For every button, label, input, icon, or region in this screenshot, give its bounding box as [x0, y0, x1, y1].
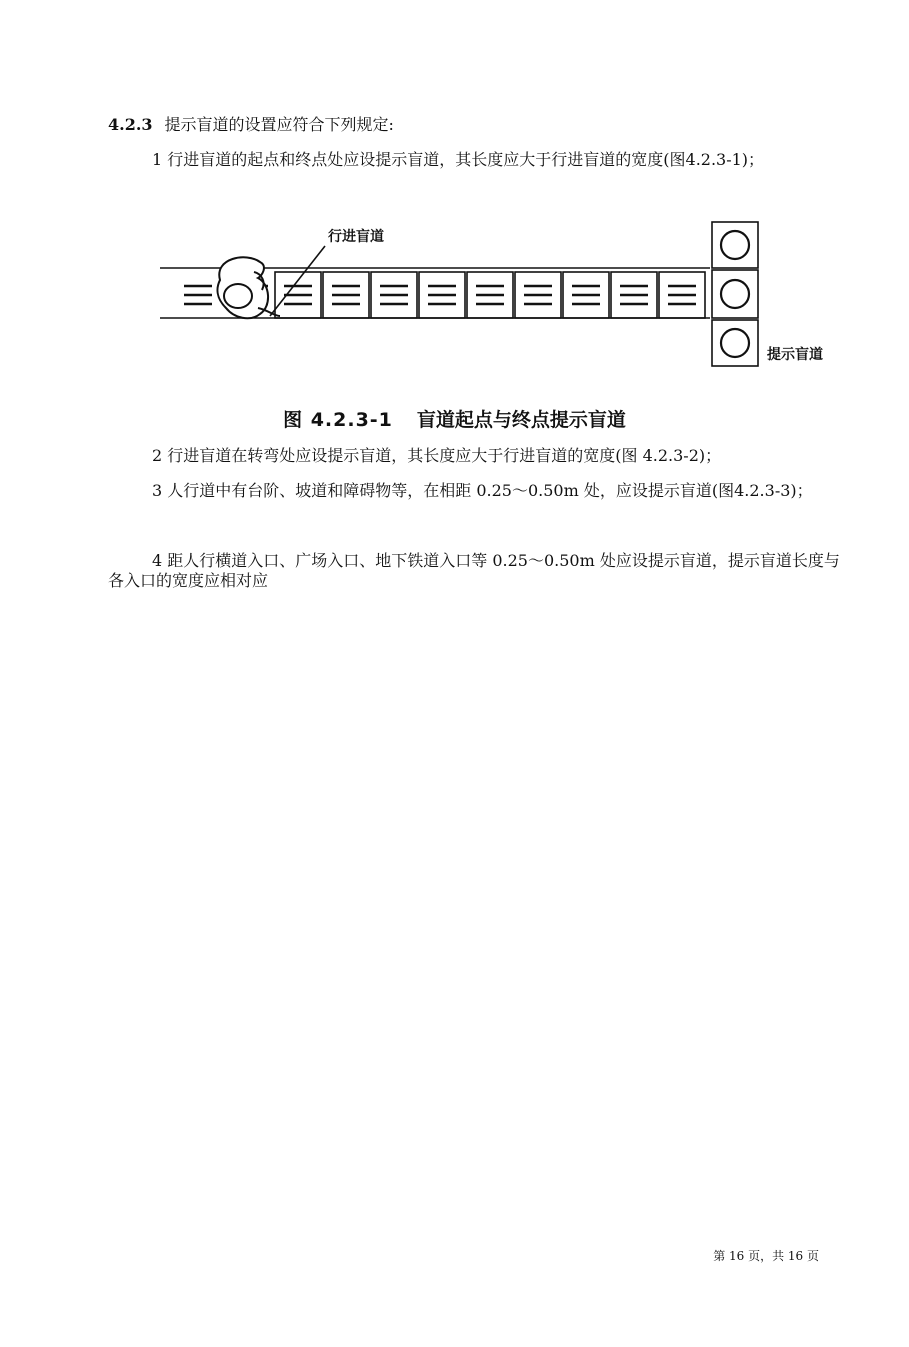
cane-pointer [270, 246, 325, 316]
label-warning-paving: 提示盲道 [767, 347, 823, 363]
item-2: 2 行进盲道在转弯处应设提示盲道，其长度应大于行进盲道的宽度(图 4.2.3-2)； [152, 446, 722, 465]
item-4: 4 距人行横道入口、广场入口、地下铁道入口等 0.25～0.50m 处应设提示盲道，提示盲道长度与各入口的宽度应相对应 [108, 551, 840, 590]
section-heading [108, 115, 843, 135]
item-3: 3 人行道中有台阶、坡道和障碍物等，在相距 0.25～0.50m 处，应设提示盲道(图4.2.3-3)； [152, 481, 813, 500]
caption-title: 盲道起点与终点提示盲道 [416, 409, 626, 431]
figure-tactile-paving [150, 210, 850, 375]
label-travel-paving: 行进盲道 [328, 229, 384, 245]
figure-caption [0, 405, 909, 432]
page-footer: 第 16 页，共 16 页 [713, 1249, 819, 1263]
caption-number: 图 4.2.3-1 [283, 409, 393, 431]
blind-person-icon [218, 246, 325, 318]
item-1: 1 行进盲道的起点和终点处应设提示盲道，其长度应大于行进盲道的宽度(图4.2.3-1)； [152, 150, 765, 169]
warning-tiles [712, 222, 758, 366]
section-number: 4.2.3 [108, 115, 153, 134]
section-title: 提示盲道的设置应符合下列规定: [164, 115, 394, 134]
